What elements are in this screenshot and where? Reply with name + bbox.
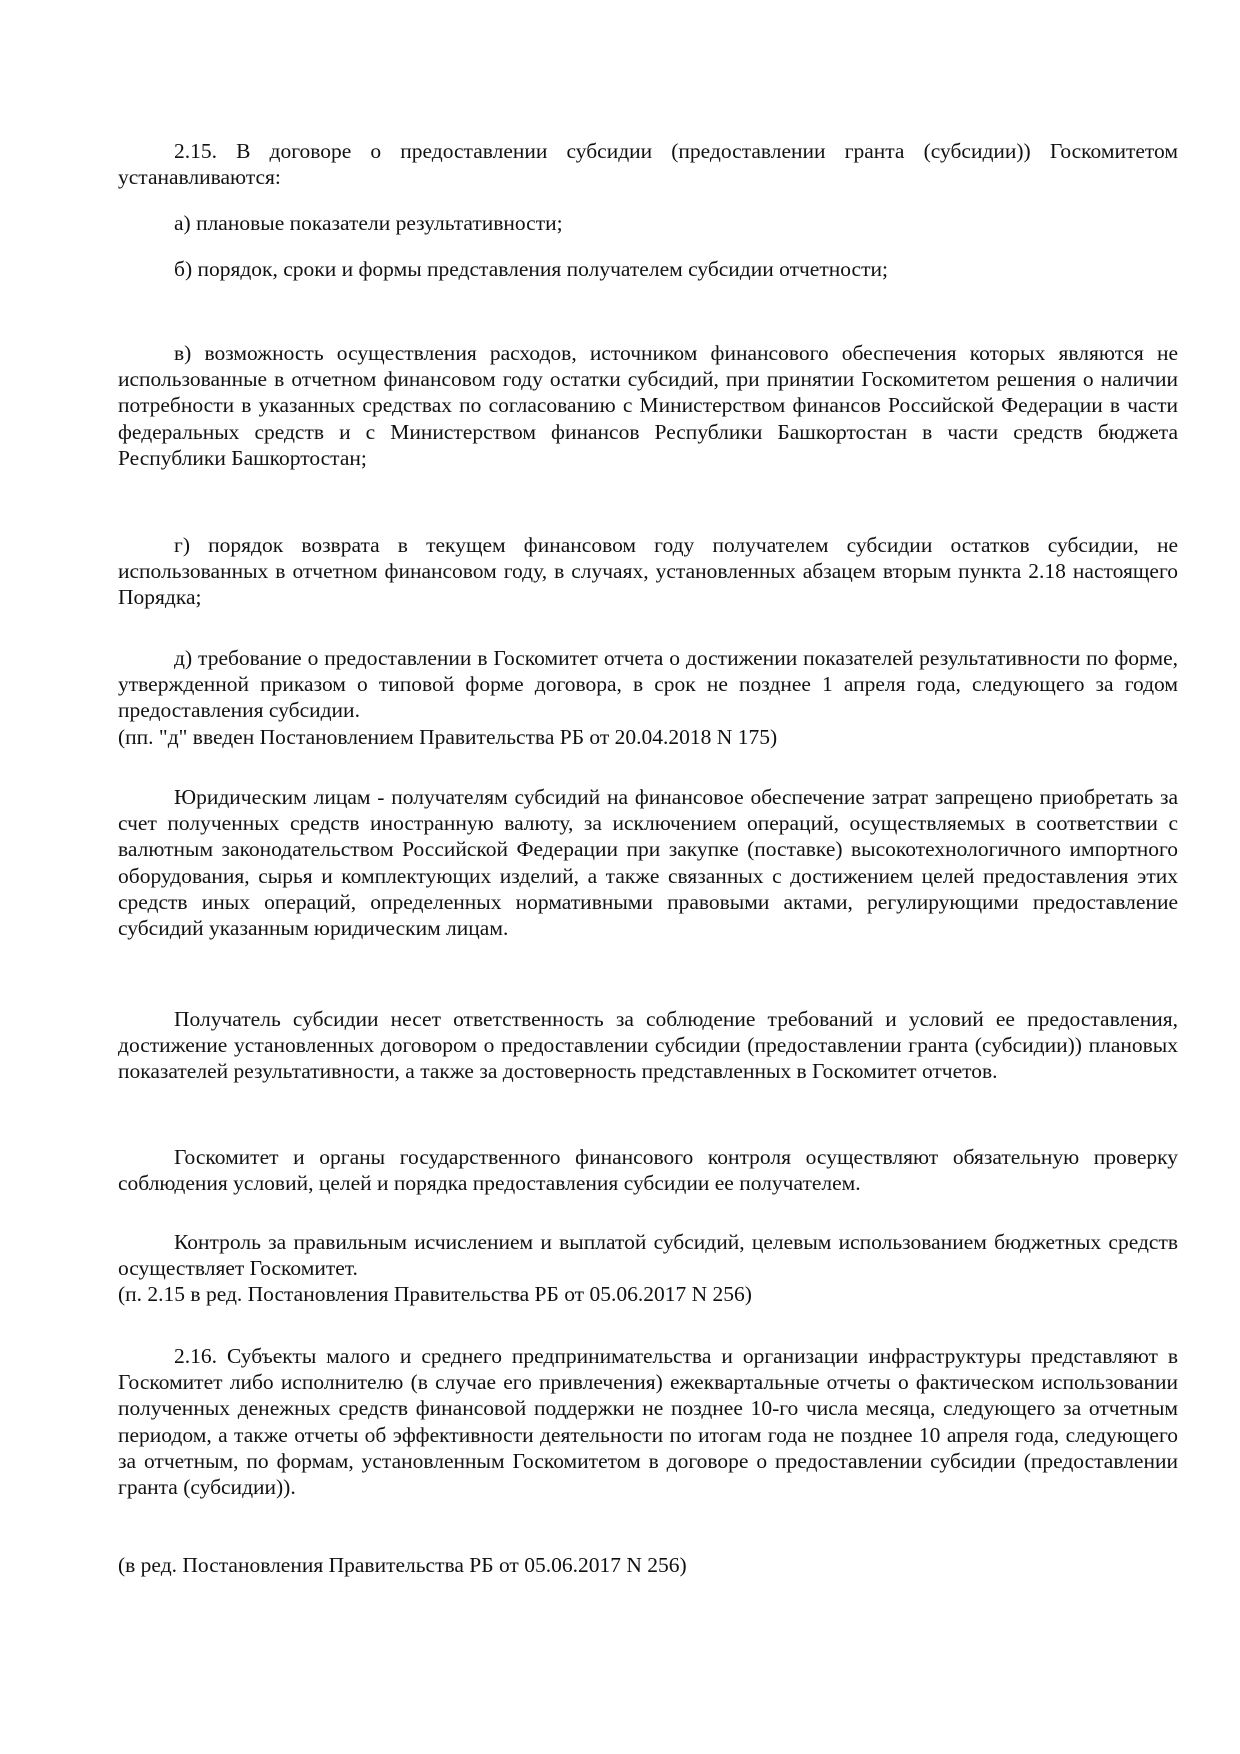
amendment-note-2-16: (в ред. Постановления Правительства РБ от 05.06.2017 N 256) [118, 1553, 687, 1577]
paragraph-control-check: Госкомитет и органы государственного финансового контроля осуществляют обязательную проверку соблюдения условий, целей и порядка предоставления субсидии ее получателем. [118, 1145, 1178, 1196]
amendment-note-2-15: (п. 2.15 в ред. Постановления Правительства РБ от 05.06.2017 N 256) [118, 1282, 752, 1306]
paragraph-2-16: 2.16. Субъекты малого и среднего предпринимательства и организации инфраструктуры представляют в Госкомитет либо исполнителю (в случае его привлечения) ежеквартальные отчеты о фактическом использовании полученных денежных средств финансовой поддержки не позднее 10-го числа месяца, следующего за отчетным периодом, а также отчеты об эффективности деятельности по итогам года не позднее 10 апреля года, следующего за отчетным, по формам, установленным Госкомитетом в договоре о предоставлении субсидии (предоставлении гранта (субсидии)). [118, 1344, 1178, 1500]
paragraph-item-d: д) требование о предоставлении в Госкомитет отчета о достижении показателей результативности по форме, утвержденной приказом о типовой форме договора, в срок не позднее 1 апреля года, следующего за годом предоставления субсидии. [118, 646, 1178, 723]
paragraph-item-a: а) плановые показатели результативности; [174, 211, 563, 235]
amendment-note-d: (пп. "д" введен Постановлением Правительства РБ от 20.04.2018 N 175) [118, 725, 778, 749]
paragraph-control: Контроль за правильным исчислением и выплатой субсидий, целевым использованием бюджетных средств осуществляет Госкомитет. [118, 1230, 1178, 1281]
paragraph-responsibility: Получатель субсидии несет ответственность за соблюдение требований и условий ее предоставления, достижение установленных договором о предоставлении субсидии (предоставлении гранта (субсидии)) плановых показателей результативности, а также за достоверность представленных в Госкомитет отчетов. [118, 1007, 1178, 1084]
paragraph-item-b: б) порядок, сроки и формы представления получателем субсидии отчетности; [174, 257, 888, 281]
paragraph-item-g: г) порядок возврата в текущем финансовом году получателем субсидии остатков субсидии, не использованных в отчетном финансовом году, в случаях, установленных абзацем вторым пункта 2.18 настоящего Порядка; [118, 533, 1178, 610]
paragraph-item-v: в) возможность осуществления расходов, источником финансового обеспечения которых являются не использованные в отчетном финансовом году остатки субсидий, при принятии Госкомитетом решения о наличии потребности в указанных средствах по согласованию с Министерством финансов Российской Федерации в части федеральных средств и с Министерством финансов Республики Башкортостан в части средств бюджета Республики Башкортостан; [118, 341, 1178, 470]
paragraph-legal-entities: Юридическим лицам - получателям субсидий на финансовое обеспечение затрат запрещено приобретать за счет полученных средств иностранную валюту, за исключением операций, осуществляемых в соответствии с валютным законодательством Российской Федерации при закупке (поставке) высокотехнологичного импортного оборудования, сырья и комплектующих изделий, а также связанных с достижением целей предоставления этих средств иных операций, определенных нормативными правовыми актами, регулирующими предоставление субсидий указанным юридическим лицам. [118, 785, 1178, 941]
paragraph-2-15-intro: 2.15. В договоре о предоставлении субсидии (предоставлении гранта (субсидии)) Госкомитетом устанавливаются: [118, 139, 1178, 190]
